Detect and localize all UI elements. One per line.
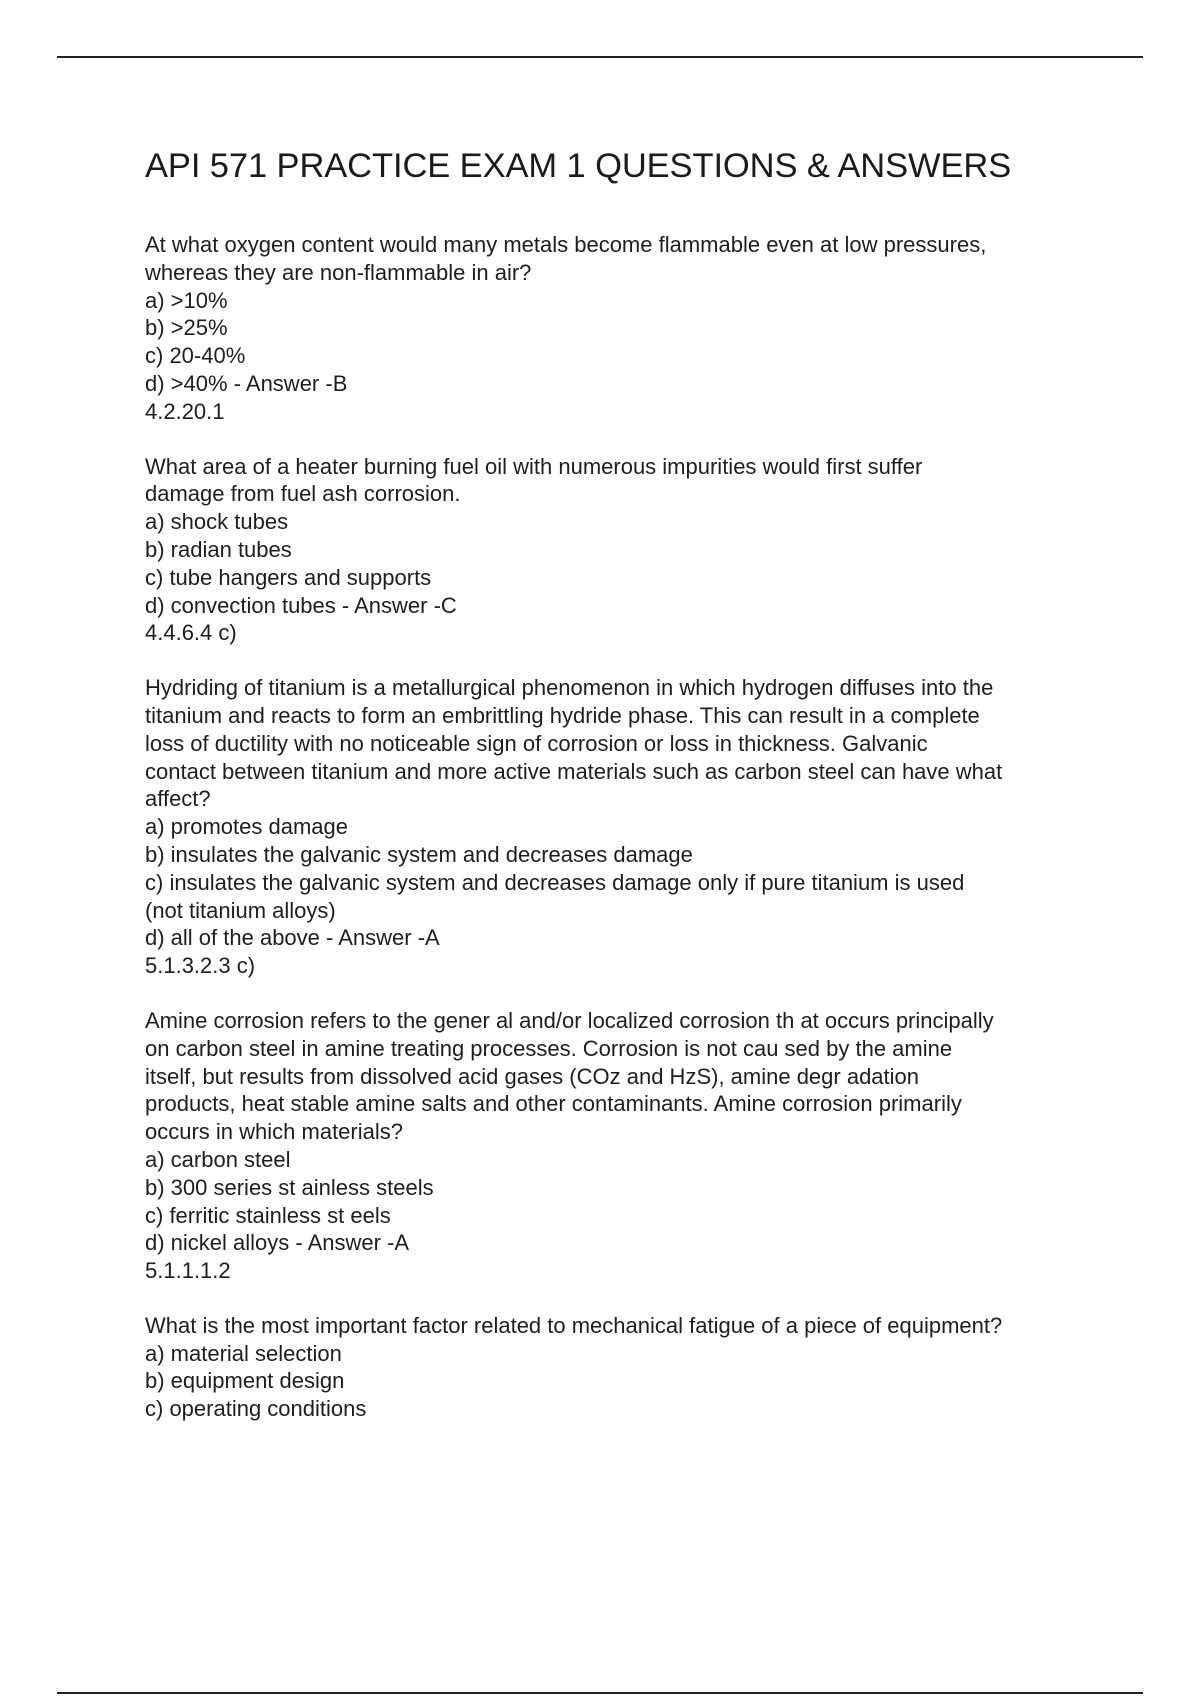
question-stem-line: loss of ductility with no noticeable sign of corrosion or loss in thickness. Galvanic: [145, 730, 928, 756]
question-stem-line: damage from fuel ash corrosion.: [145, 481, 461, 507]
question-stem-line: What is the most important factor related to mechanical fatigue of a piece of equipment?: [145, 1312, 1003, 1338]
answer-option: (not titanium alloys): [145, 897, 336, 923]
page-content: [145, 140, 1105, 1450]
question-stem-line: Hydriding of titanium is a metallurgical phenomenon in which hydrogen diffuses into the: [145, 675, 994, 701]
question-stem-line: At what oxygen content would many metals become flammable even at low pressures,: [145, 232, 987, 257]
question-block: [145, 674, 1105, 980]
answer-option: c) tube hangers and supports: [145, 564, 432, 590]
question-stem-line: What area of a heater burning fuel oil with numerous impurities would first suffer: [145, 453, 923, 479]
answer-option: c) ferritic stainless st eels: [145, 1202, 391, 1228]
answer-option: a) >10%: [145, 287, 228, 313]
page-title: API 571 PRACTICE EXAM 1 QUESTIONS & ANSWERS: [145, 147, 1012, 185]
answer-option: b) insulates the galvanic system and decreases damage: [145, 841, 693, 867]
answer-option: b) 300 series st ainless steels: [145, 1174, 434, 1200]
question-stem-line: on carbon steel in amine treating processes. Corrosion is not cau sed by the amine: [145, 1035, 953, 1061]
section-reference: 4.4.6.4 c): [145, 620, 237, 646]
answer-option: a) material selection: [145, 1340, 342, 1366]
question-stem-line: whereas they are non-flammable in air?: [145, 259, 532, 285]
answer-option: c) operating conditions: [145, 1396, 367, 1422]
question-stem-line: occurs in which materials?: [145, 1119, 403, 1145]
question-stem-line: products, heat stable amine salts and other contaminants. Amine corrosion primarily: [145, 1091, 962, 1117]
answer-option: b) >25%: [145, 315, 228, 341]
answer-option: d) nickel alloys - Answer -A: [145, 1230, 410, 1256]
question-stem-line: affect?: [145, 786, 211, 812]
answer-option: a) shock tubes: [145, 509, 289, 535]
answer-option: b) radian tubes: [145, 536, 292, 562]
question-stem-line: itself, but results from dissolved acid gases (COz and HzS), amine degr adation: [145, 1063, 920, 1089]
bottom-rule: [57, 1692, 1143, 1694]
question-stem-line: Amine corrosion refers to the gener al and/or localized corrosion th at occurs principally: [145, 1007, 994, 1033]
question-block: [145, 1007, 1105, 1285]
question-block: [145, 1312, 1105, 1423]
top-rule: [57, 56, 1143, 58]
answer-option: b) equipment design: [145, 1368, 345, 1394]
answer-option: a) promotes damage: [145, 814, 348, 840]
answer-option: a) carbon steel: [145, 1146, 291, 1172]
answer-option: d) >40% - Answer -B: [145, 370, 348, 396]
question-stem-line: titanium and reacts to form an embrittling hydride phase. This can result in a complete: [145, 702, 980, 728]
answer-option: c) 20-40%: [145, 343, 246, 369]
question-block: [145, 453, 1105, 648]
question-block: [145, 231, 1105, 426]
answer-option: d) all of the above - Answer -A: [145, 925, 440, 951]
answer-option: d) convection tubes - Answer -C: [145, 592, 457, 618]
answer-option: c) insulates the galvanic system and decreases damage only if pure titanium is used: [145, 869, 965, 895]
section-reference: 4.2.20.1: [145, 398, 225, 424]
section-reference: 5.1.3.2.3 c): [145, 953, 256, 979]
section-reference: 5.1.1.1.2: [145, 1258, 231, 1284]
question-stem-line: contact between titanium and more active materials such as carbon steel can have what: [145, 758, 1003, 784]
